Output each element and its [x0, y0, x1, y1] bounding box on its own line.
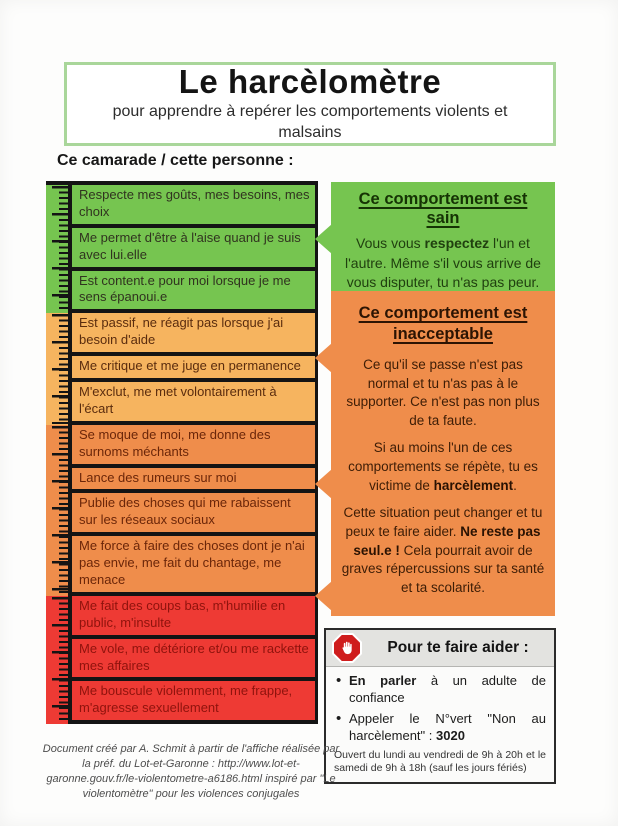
warning-box-title: Ce comportement est inacceptable [358, 304, 528, 344]
stop-hand-icon [332, 633, 362, 663]
poster-subtitle: pour apprendre à repérer les comportements violents et malsains [112, 102, 508, 141]
healthy-box-body: Vous vous respectez l'un et l'autre. Même s'il vous arrive de vous disputer, tu n'as pas peur. [345, 235, 541, 291]
scale-row: Me bouscule violemment, me frappe, m'agresse sexuellement [72, 681, 315, 724]
ruler-ticks-red [46, 596, 68, 724]
speech-tail-icon [315, 224, 332, 254]
scale-row: Me permet d'être à l'aise quand je suis avec lui.elle [72, 228, 315, 271]
title-box [64, 62, 556, 146]
healthy-behavior-box [331, 182, 555, 303]
scale-section-danger [46, 596, 318, 724]
warning-box-paragraph-3: Cette situation peut changer et tu peux te faire aider. Ne reste pas seul.e ! Cela pourrait avoir de graves répercussions sur ta santé et ta scolarité. [341, 505, 545, 595]
poster-title: Le harcèlomètre [178, 62, 442, 100]
ruler-ticks-light-orange [46, 313, 68, 424]
scale-section-vigilance [46, 313, 318, 424]
scale-row: Est content.e pour moi lorsque je me sens épanoui.e [72, 271, 315, 314]
scale-row: Publie des choses qui me rabaissent sur les réseaux sociaux [72, 493, 315, 536]
help-bullet-call: • Appeler le N°vert "Non au harcèlement" : 3020 [334, 710, 546, 744]
speech-tail-icon [315, 581, 332, 611]
hotline-hours-note: Ouvert du lundi au vendredi de 9h à 20h et le samedi de 9h à 18h (sauf les jours fériés) [334, 748, 546, 775]
scale-row: Se moque de moi, me donne des surnoms méchants [72, 425, 315, 468]
list-header: Ce camarade / cette personne : [57, 152, 294, 169]
scale-row: M'exclut, me met volontairement à l'écart [72, 382, 315, 425]
scale-row: Respecte mes goûts, mes besoins, mes choix [72, 185, 315, 228]
credit-note: Document créé par A. Schmit à partir de l'affiche réalisée par la préf. du Lot-et-Garonne : http://www.lot-et-garonne.gouv.fr/le-violentometre-a6186.html inspiré par "Le violentomètre" pour les violences conjugales [42, 743, 340, 800]
ruler-ticks-orange [46, 425, 68, 596]
scale-row: Est passif, ne réagit pas lorsque j'ai besoin d'aide [72, 313, 315, 356]
scale-row: Me force à faire des choses dont je n'ai pas envie, me fait du chantage, me menace [72, 536, 315, 596]
speech-tail-icon [315, 469, 332, 499]
scale-row: Me critique et me juge en permanence [72, 356, 315, 382]
scale-row: Me fait des coups bas, m'humilie en public, m'insulte [72, 596, 315, 639]
help-box-body [326, 667, 554, 782]
warning-box-paragraph-2: Si au moins l'un de ces comportements se répète, tu es victime de harcèlement. [348, 440, 538, 493]
scale-row: Lance des rumeurs sur moi [72, 468, 315, 494]
speech-tail-icon [315, 343, 332, 373]
help-box-title: Pour te faire aider : [387, 639, 529, 656]
scale-row: Me vole, me détériore et/ou me rackette mes affaires [72, 639, 315, 682]
warning-box-paragraph-1: Ce qu'il se passe n'est pas normal et tu n'as pas à le supporter. Ce n'est pas non plus de ta faute. [346, 356, 540, 428]
hotline-number: 3020 [436, 728, 465, 744]
help-box [324, 628, 556, 784]
help-box-header [326, 630, 554, 667]
harassment-scale [46, 181, 318, 724]
unacceptable-behavior-box [331, 291, 555, 616]
scale-section-healthy [46, 185, 318, 313]
scale-section-inacceptable [46, 425, 318, 596]
healthy-box-title: Ce comportement est sain [358, 190, 528, 227]
help-bullet-talk: • En parler à un adulte de confiance [334, 672, 546, 706]
ruler-ticks-green [46, 185, 68, 313]
